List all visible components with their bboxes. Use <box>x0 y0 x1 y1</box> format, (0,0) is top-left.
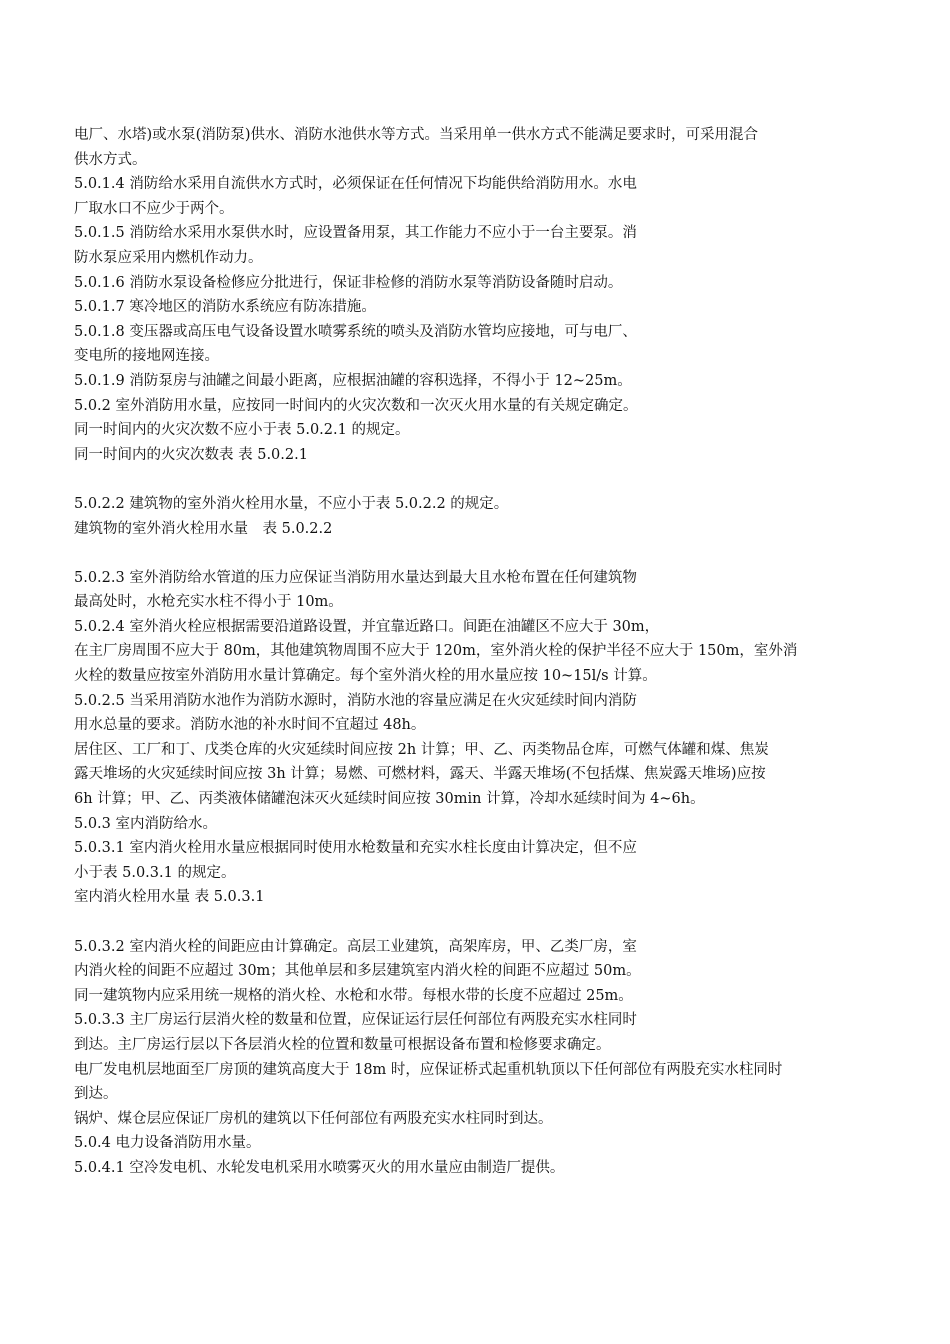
text-line: 5.0.4 电力设备消防用水量。 <box>74 1135 261 1152</box>
text-line: 小于表 5.0.3.1 的规定。 <box>74 864 236 881</box>
text-line: 5.0.2.2 建筑物的室外消火栓用水量，不应小于表 5.0.2.2 的规定。 <box>74 495 509 512</box>
text-line: 火栓的数量应按室外消防用水量计算确定。每个室外消火栓的用水量应按 10~15l/s 计算。 <box>74 668 657 685</box>
blank-line <box>74 910 884 935</box>
table-caption: 同一时间内的火灾次数表 表 5.0.2.1 <box>74 446 308 463</box>
text-line: 露天堆场的火灾延续时间应按 3h 计算；易燃、可燃材料，露天、半露天堆场(不包括煤、焦炭露天堆场)应按 <box>74 766 766 783</box>
blank-line <box>74 541 884 566</box>
table-caption: 建筑物的室外消火栓用水量 表 5.0.2.2 <box>74 520 333 537</box>
text-line: 到达。 <box>74 1086 118 1103</box>
text-line: 5.0.3.2 室内消火栓的间距应由计算确定。高层工业建筑，高架库房，甲、乙类厂房，室 <box>74 938 637 955</box>
text-line: 防水泵应采用内燃机作动力。 <box>74 249 263 266</box>
text-line: 锅炉、煤仓层应保证厂房机的建筑以下任何部位有两股充实水柱同时到达。 <box>74 1110 553 1127</box>
document-body <box>74 123 884 1181</box>
text-line: 最高处时，水枪充实水柱不得小于 10m。 <box>74 594 343 611</box>
blank-line <box>74 467 884 492</box>
text-line: 供水方式。 <box>74 151 147 168</box>
text-line: 5.0.3.1 室内消火栓用水量应根据同时使用水枪数量和充实水柱长度由计算决定，但不应 <box>74 840 637 857</box>
text-line: 5.0.1.8 变压器或高压电气设备设置水喷雾系统的喷头及消防水管均应接地，可与电厂、 <box>74 323 637 340</box>
text-line: 5.0.3 室内消防给水。 <box>74 815 218 832</box>
text-line: 厂取水口不应少于两个。 <box>74 200 234 217</box>
text-line: 5.0.1.6 消防水泵设备检修应分批进行，保证非检修的消防水泵等消防设备随时启动。 <box>74 274 623 291</box>
text-line: 5.0.2.5 当采用消防水池作为消防水源时，消防水池的容量应满足在火灾延续时间内消防 <box>74 692 637 709</box>
text-line: 5.0.1.4 消防给水采用自流供水方式时，必须保证在任何情况下均能供给消防用水。水电 <box>74 176 637 193</box>
text-line: 5.0.1.5 消防给水采用水泵供水时，应设置备用泵，其工作能力不应小于一台主要泵。消 <box>74 225 637 242</box>
text-line: 在主厂房周围不应大于 80m，其他建筑物周围不应大于 120m，室外消火栓的保护半径不应大于 150m，室外消 <box>74 643 798 660</box>
text-line: 5.0.3.3 主厂房运行层消火栓的数量和位置，应保证运行层任何部位有两股充实水柱同时 <box>74 1012 637 1029</box>
text-line: 5.0.2 室外消防用水量，应按同一时间内的火灾次数和一次灭火用水量的有关规定确定。 <box>74 397 638 414</box>
text-line: 电厂、水塔)或水泵(消防泵)供水、消防水池供水等方式。当采用单一供水方式不能满足要求时，可采用混合 <box>74 127 758 143</box>
text-line: 变电所的接地网连接。 <box>74 348 219 365</box>
text-line: 5.0.1.9 消防泵房与油罐之间最小距离，应根据油罐的容积选择，不得小于 12~25m。 <box>74 372 632 389</box>
text-line: 6h 计算；甲、乙、丙类液体储罐泡沫灭火延续时间应按 30min 计算，冷却水延续时间为 4~6h。 <box>74 791 705 808</box>
text-line: 居住区、工厂和丁、戊类仓库的火灾延续时间应按 2h 计算；甲、乙、丙类物品仓库，可燃气体罐和煤、焦炭 <box>74 741 769 758</box>
text-line: 电厂发电机层地面至厂房顶的建筑高度大于 18m 时，应保证桥式起重机轨顶以下任何部位有两股充实水柱同时 <box>74 1061 783 1078</box>
text-line: 内消火栓的间距不应超过 30m；其他单层和多层建筑室内消火栓的间距不应超过 50m。 <box>74 963 641 980</box>
table-caption: 室内消火栓用水量 表 5.0.3.1 <box>74 889 265 906</box>
text-line: 到达。主厂房运行层以下各层消火栓的位置和数量可根据设备布置和检修要求确定。 <box>74 1036 611 1053</box>
text-line: 同一时间内的火灾次数不应小于表 5.0.2.1 的规定。 <box>74 422 410 439</box>
text-line: 用水总量的要求。消防水池的补水时间不宜超过 48h。 <box>74 717 426 734</box>
text-line: 5.0.4.1 空冷发电机、水轮发电机采用水喷雾灭火的用水量应由制造厂提供。 <box>74 1159 565 1176</box>
text-line: 5.0.2.4 室外消火栓应根据需要沿道路设置，并宜靠近路口。间距在油罐区不应大于 30m， <box>74 618 660 635</box>
text-line: 5.0.2.3 室外消防给水管道的压力应保证当消防用水量达到最大且水枪布置在任何建筑物 <box>74 569 637 586</box>
text-line: 5.0.1.7 寒冷地区的消防水系统应有防冻措施。 <box>74 299 376 316</box>
text-line: 同一建筑物内应采用统一规格的消火栓、水枪和水带。每根水带的长度不应超过 25m。 <box>74 987 633 1004</box>
